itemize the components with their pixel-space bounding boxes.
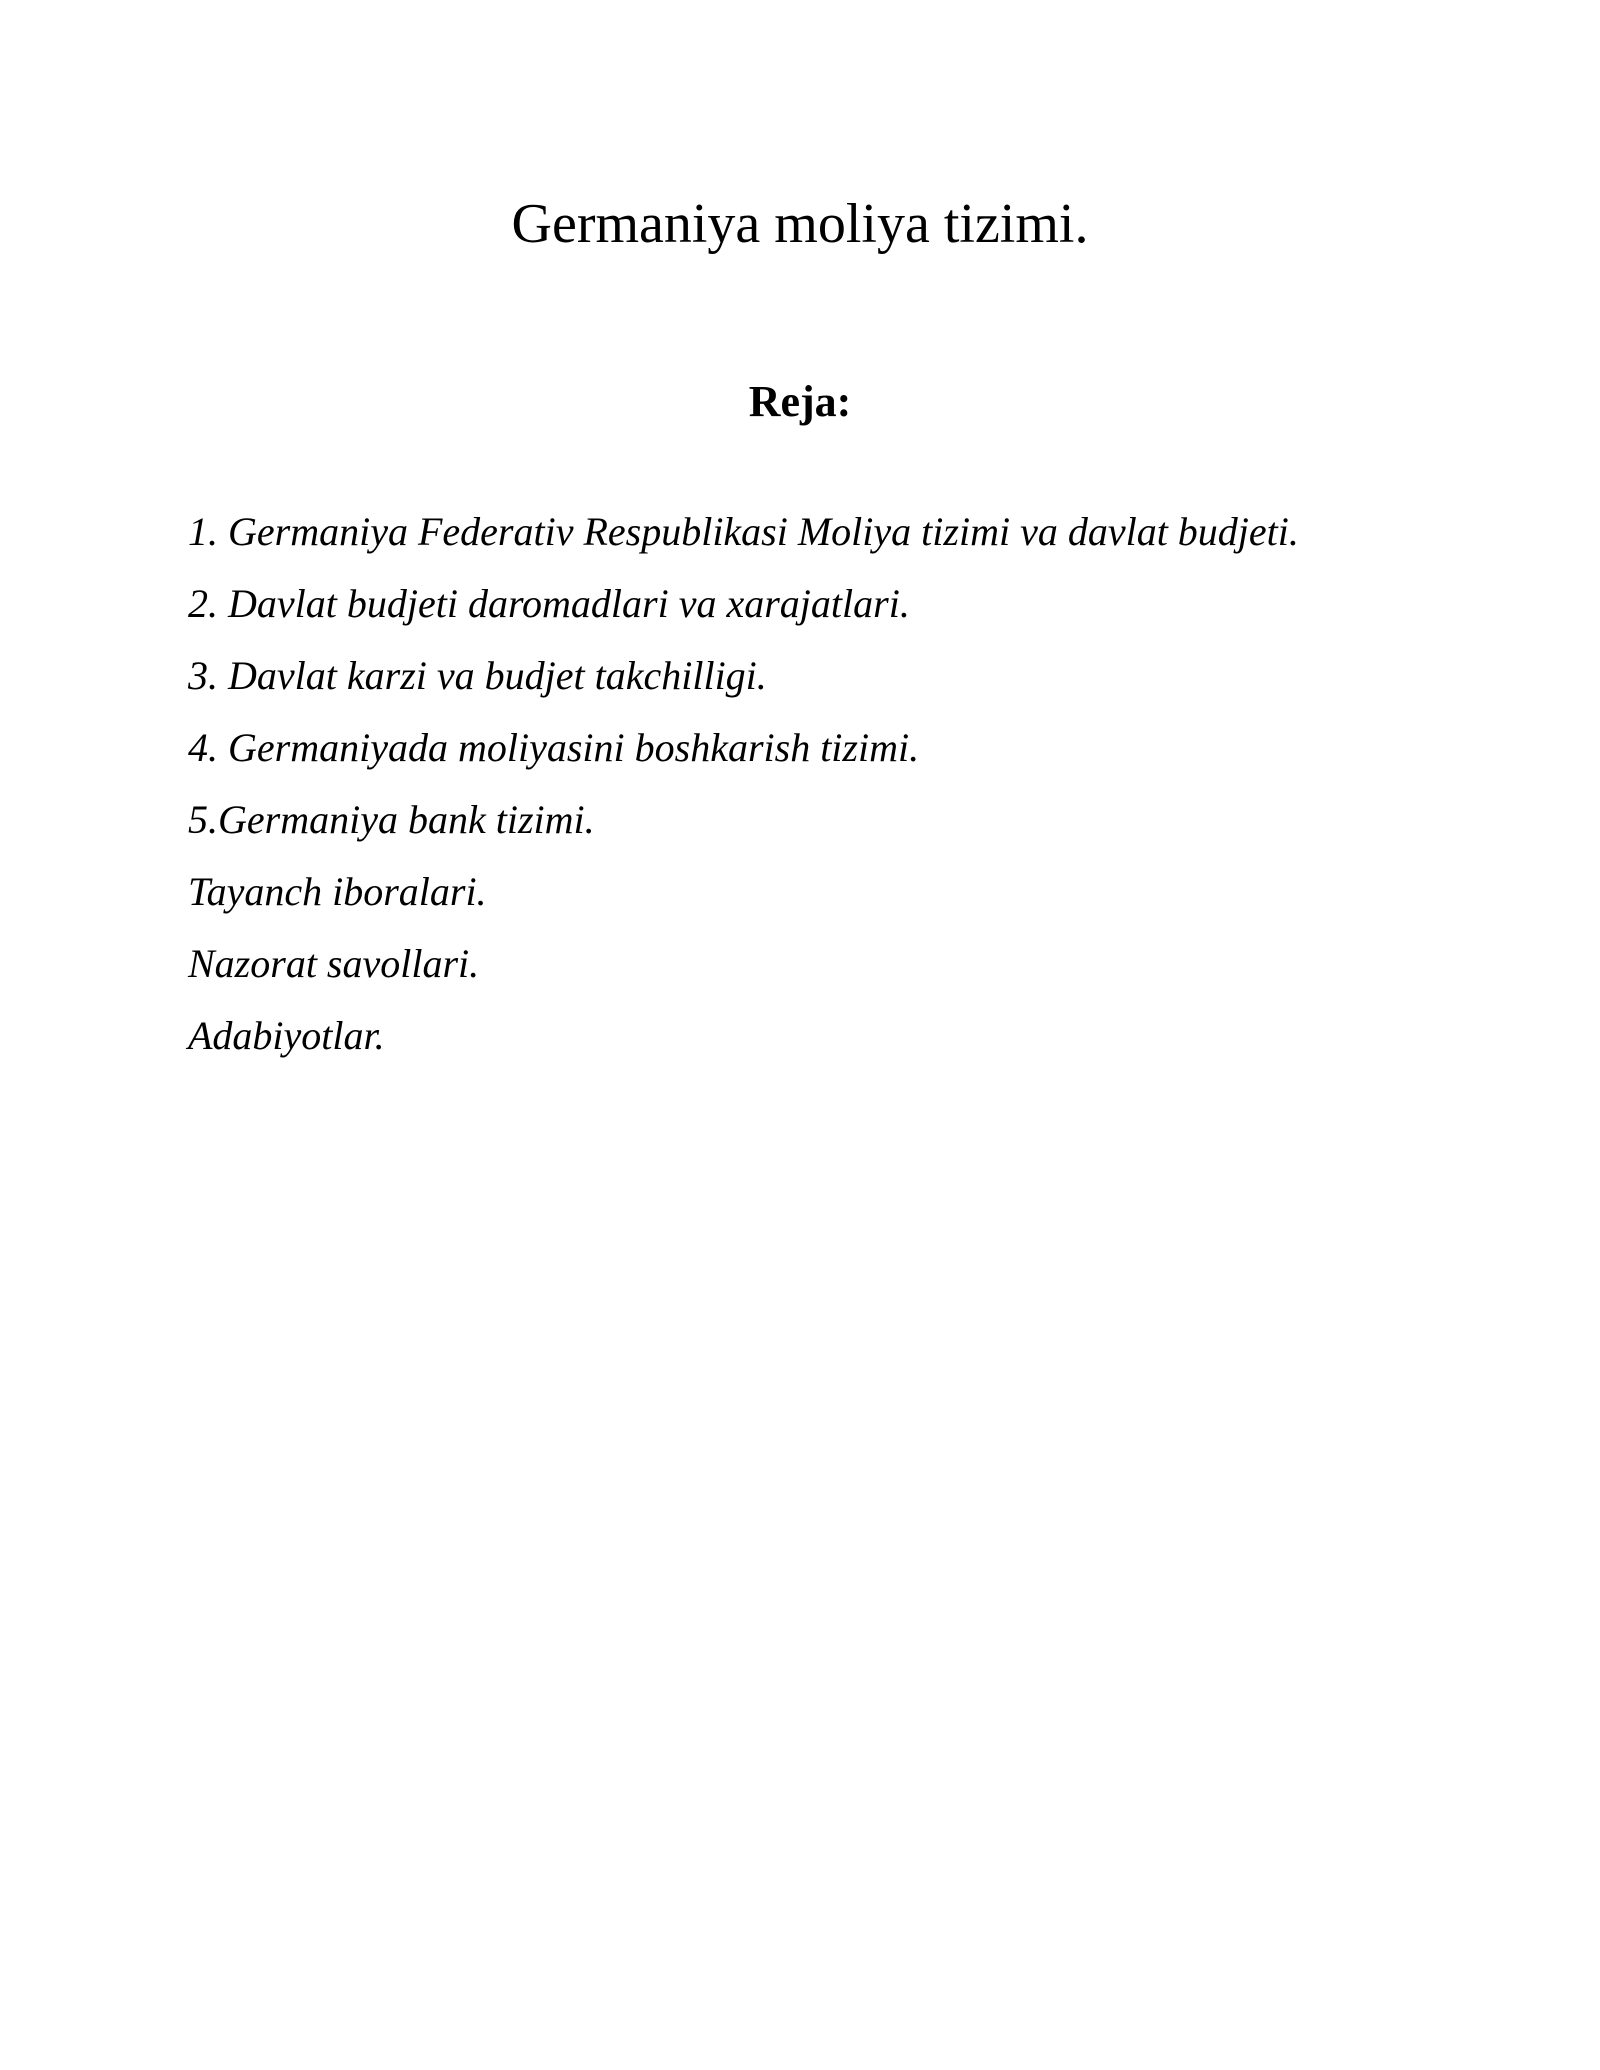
plan-item: Nazorat savollari. xyxy=(188,941,480,986)
plan-item: 2. Davlat budjeti daromadlari va xarajatlari. xyxy=(188,581,910,626)
plan-heading: Reja: xyxy=(748,377,852,426)
plan-list xyxy=(188,496,1488,1072)
document-title: Germaniya moliya tizimi. xyxy=(511,193,1089,255)
plan-item: Tayanch iboralari. xyxy=(188,869,487,914)
plan-item: 1. Germaniya Federativ Respublikasi Moliya tizimi va davlat budjeti. xyxy=(188,509,1299,554)
plan-item: 4. Germaniyada moliyasini boshkarish tizimi. xyxy=(188,725,920,770)
plan-item: 3. Davlat karzi va budjet takchilligi. xyxy=(188,653,767,698)
plan-item: Adabiyotlar. xyxy=(188,1013,385,1058)
plan-item: 5.Germaniya bank tizimi. xyxy=(188,797,595,842)
